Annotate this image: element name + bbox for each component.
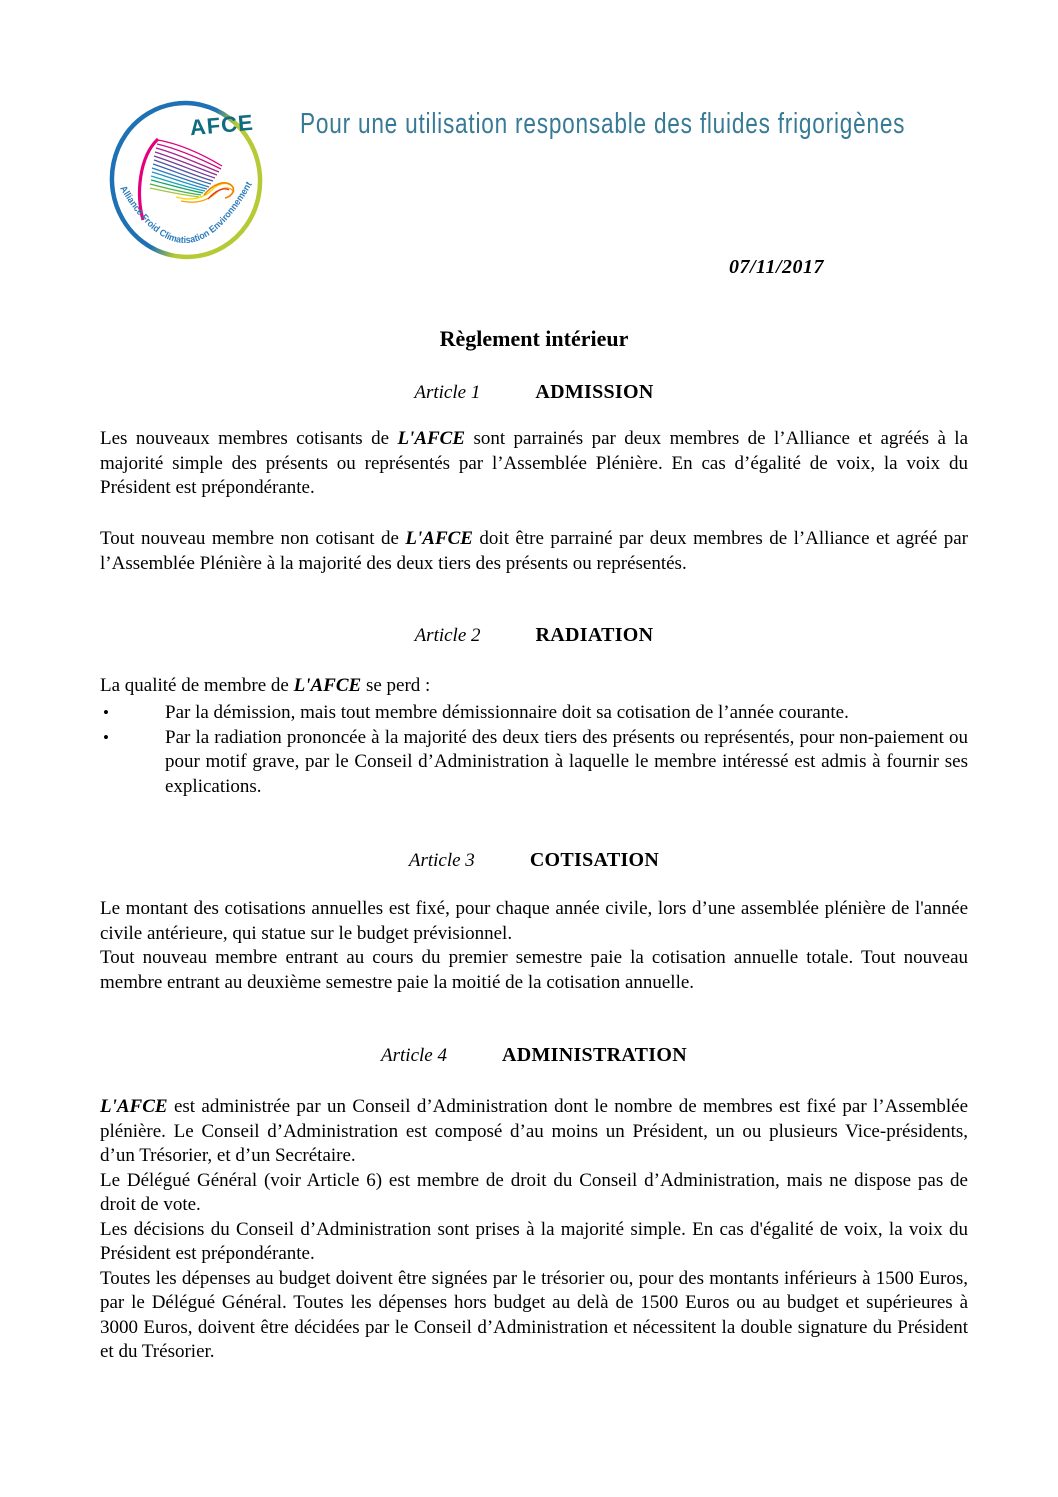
article-3-paragraph-2: Tout nouveau membre entrant au cours du premier semestre paie la cotisation annuelle totale. Tout nouveau membre entrant au deuxième semestre paie la moitié de la cotisation annuelle. <box>100 947 968 993</box>
afce-logo-svg <box>106 100 266 260</box>
article-4-body <box>100 1095 968 1365</box>
afce-emphasis: L'AFCE <box>100 1096 168 1117</box>
article-4-paragraph-3: Les décisions du Conseil d’Administration sont prises à la majorité simple. En cas d'égalité de voix, la voix du Président est prépondérante. <box>100 1218 968 1264</box>
bullet-marker: • <box>103 703 109 722</box>
text-run: se perd : <box>361 675 431 696</box>
text-run: Les nouveaux membres cotisants de <box>100 428 398 449</box>
text-run: est administrée par un Conseil d’Administration dont le nombre de membres est fixé par l’Assemblée plénière. Le Conseil d’Administration est composé d’au moins un Président, un ou plusieurs Vice-présidents, d’un Trésorier, et d’un Secrétaire. <box>100 1096 968 1166</box>
tagline: Pour une utilisation responsable des fluides frigorigènes <box>300 108 906 140</box>
text-run: Tout nouveau membre non cotisant de <box>100 528 406 549</box>
article-3-label: Article 3 <box>408 850 475 871</box>
text-run: sont parrainés par deux membres de l’Alliance et agréés à la majorité simple des présents ou représentés par l’Assemblée Plénière. En cas d’égalité de voix, la voix du Président est prépondérante. <box>100 428 968 498</box>
bullet-text: Par la radiation prononcée à la majorité des deux tiers des présents ou représentés, pour non-paiement ou pour motif grave, par le Conseil d’Administration à laquelle le membre intéressé est admis à fournir ses explications. <box>165 726 968 797</box>
bullet-marker: • <box>103 727 109 747</box>
article-1-title: ADMISSION <box>535 381 654 403</box>
article-2-title: RADIATION <box>535 624 654 646</box>
article-4-paragraph-4: Toutes les dépenses au budget doivent être signées par le trésorier ou, pour des montants inférieurs à 1500 Euros, par le Délégué Général. Toutes les dépenses hors budget au delà de 1500 Euros ou au budget et supérieures à 3000 Euros, doivent être décidées par le Conseil d’Administration et nécessitent la double signature du Président et du Trésorier. <box>100 1267 968 1362</box>
article-1-heading <box>100 380 968 405</box>
article-2-heading <box>100 623 968 648</box>
document-date: 07/11/2017 <box>729 256 825 278</box>
afce-emphasis: L'AFCE <box>293 675 362 696</box>
bullet-item <box>100 726 968 800</box>
article-2-label: Article 2 <box>414 625 481 646</box>
article-4-heading <box>100 1043 968 1068</box>
text-run: La qualité de membre de <box>100 675 294 696</box>
logo-acronym: AFCE <box>188 109 255 141</box>
article-2-intro <box>100 674 968 699</box>
article-3-body <box>100 897 968 995</box>
article-1-paragraph-1 <box>100 427 968 501</box>
article-4-title: ADMINISTRATION <box>501 1044 687 1066</box>
afce-logo <box>106 100 266 260</box>
article-3-heading <box>100 848 968 873</box>
article-3-paragraph-1: Le montant des cotisations annuelles est fixé, pour chaque année civile, lors d’une assemblée plénière de l'année civile antérieure, qui statue sur le budget prévisionnel. <box>100 898 968 944</box>
article-3-title: COTISATION <box>529 849 660 871</box>
text-run: doit être parrainé par deux membres de l’Alliance et agréé par l’Assemblée Plénière à la majorité des deux tiers des présents ou représentés. <box>100 528 968 574</box>
article-4-paragraph-2: Le Délégué Général (voir Article 6) est membre de droit du Conseil d’Administration, mais ne dispose pas de droit de vote. <box>100 1169 968 1215</box>
bullet-item <box>100 701 968 726</box>
article-1-paragraph-2 <box>100 527 968 576</box>
afce-emphasis: L'AFCE <box>405 528 473 549</box>
bullet-list <box>100 701 968 799</box>
article-4-label: Article 4 <box>381 1045 447 1066</box>
article-4-paragraph-1 <box>100 1095 968 1169</box>
bullet-text: Par la démission, mais tout membre démissionnaire doit sa cotisation de l’année courante. <box>165 702 849 723</box>
article-1-label: Article 1 <box>414 382 481 403</box>
logo-ring-textpath: Alliance Froid Climatisation Environnement <box>117 179 255 247</box>
afce-emphasis: L'AFCE <box>397 428 466 449</box>
document-title: Règlement intérieur <box>439 326 629 351</box>
